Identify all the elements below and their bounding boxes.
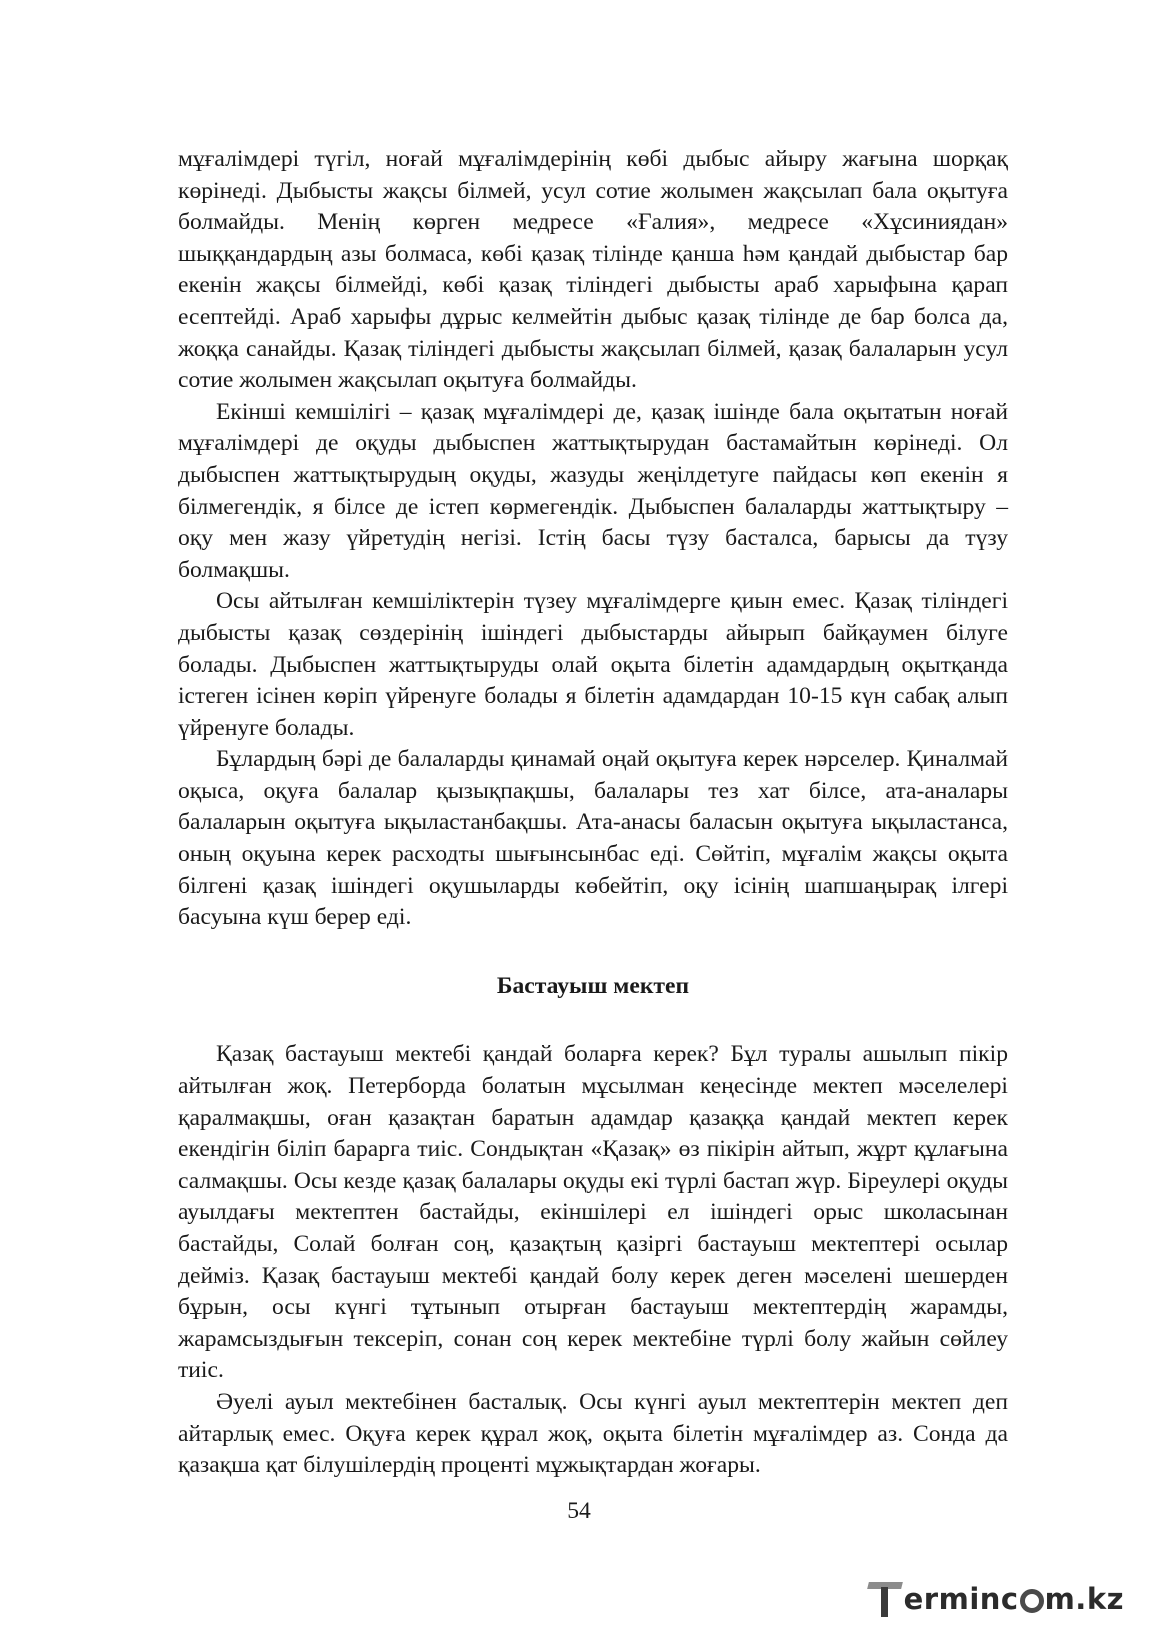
- paragraph-fix-shortcomings: Осы айтылған кемшіліктерін түзеу мұғалімдерге қиын емес. Қазақ тіліндегі дыбысты қазақ сөздерінің ішіндегі дыбыстарды айырып байқаумен білуге болады. Дыбыспен жаттықтыруды олай оқыта білетін адамдардың оқытқанда істеген ісінен көріп үйренуге болады я білетін адамдардан 10-15 күн сабақ алып үйренуге болады.: [178, 588, 1008, 741]
- paragraph-primary-school: Қазақ бастауыш мектебі қандай боларға керек? Бұл туралы ашылып пікір айтылған жоқ. Петерборда болатын мұсылман кеңесінде мектеп мәселелері қаралмақшы, оған қазақтан баратын адамдар қазаққа қандай мектеп керек екендігін біліп бараргa тиіс. Сондықтан «Қазақ» өз пікірін айтып, жұрт құлағына салмақшы. Осы кезде қазақ балалары оқуды екі түрлі бастап жүр. Біреулері оқуды ауылдағы мектептен бастайды, екіншілері ел ішіндегі орыс школасынан бастайды, Солай болған соң, қазақтың қазіргі бастауыш мектептері осылар дейміз. Қазақ бастауыш мектебі қандай болу керек деген мәселені шешерден бұрын, осы күнгі тұтынып отырған бастауыш мектептердің жарамды, жарамсыздығын тексеріп, сонан соң керек мектебіне түрлі болу жайын сөйлеу тиіс.: [178, 1041, 1008, 1384]
- watermark-circle-o-icon: [1020, 1589, 1044, 1613]
- watermark-text-end: m.kz: [1044, 1582, 1124, 1616]
- paragraph-village-school: Әуелі ауыл мектебінен басталық. Осы күнгі ауыл мектептерін мектеп деп айтарлық емес. Оқуға керек құрал жоқ, оқыта білетін мұғалімдер аз. Сонда да қазақша қат білушілердің проценті мұжықтардан жоғары.: [178, 1388, 1008, 1479]
- page-number: 54: [567, 1498, 591, 1524]
- paragraph-second-shortcoming: Екінші кемшілігі – қазақ мұғалімдері де, қазақ ішінде бала оқытатын ноғай мұғалімдері де оқуды дыбыспен жаттықтырудан бастамайтын көрінеді. Ол дыбыспен жаттықтырудың оқуды, жазуды жеңілдетуге пайдасы көп екенін я білмегендік, я білсе де істеп көрмегендік. Дыбыспен балаларды жаттықтыру – оқу мен жазу үйретудің негізі. Істің басы түзу басталса, барысы да түзу болмақшы.: [178, 398, 1008, 583]
- termincom-watermark[interactable]: [868, 1579, 1124, 1619]
- paragraph-continued: мұғалімдері түгіл, ноғай мұғалімдерінің көбі дыбыс айыру жағына шорқақ көрінеді. Дыбысты жақсы білмей, усул сотие жолымен жақсылап бала оқытуға болмайды. Менің көрген медресе «Ғалия», медресе «Хұсиниядан» шыққандардың азы болмаса, көбі қазақ тілінде қанша һәм қандай дыбыстар бар екенін жақсы білмейді, көбі қазақ тіліндегі дыбысты араб харыфына қарап есептейді. Араб харыфы дұрыс келмейтін дыбыс қазақ тілінде де бар болса да, жоққа санайды. Қазақ тіліндегі дыбысты жақсылап білмей, қазақ балаларын усул сотие жолымен жақсылап оқытуға болмайды.: [178, 146, 1008, 394]
- watermark-text-start: erminc: [903, 1582, 1019, 1616]
- section-heading: Бастауыш мектеп: [496, 972, 690, 999]
- paragraph-easy-teaching: Бұлардың бәрі де балаларды қинамай оңай оқытуға керек нәрселер. Қиналмай оқыса, оқуға балалар қызықпақшы, балалары тез хат білсе, ата-аналары балаларын оқытуға ықыластанбақшы. Ата-анасы баласын оқытуға ықыластанса, оның оқуына керек расходты шығынсынбас еді. Сөйтіп, мұғалім жақсы оқыта білгені қазақ ішіндегі оқушыларды көбейтіп, оқу ісінің шапшаңырақ ілгері басуына күш берер еді.: [178, 746, 1008, 931]
- termincom-logo-t-icon: [868, 1580, 902, 1618]
- document-page: [178, 144, 1008, 1482]
